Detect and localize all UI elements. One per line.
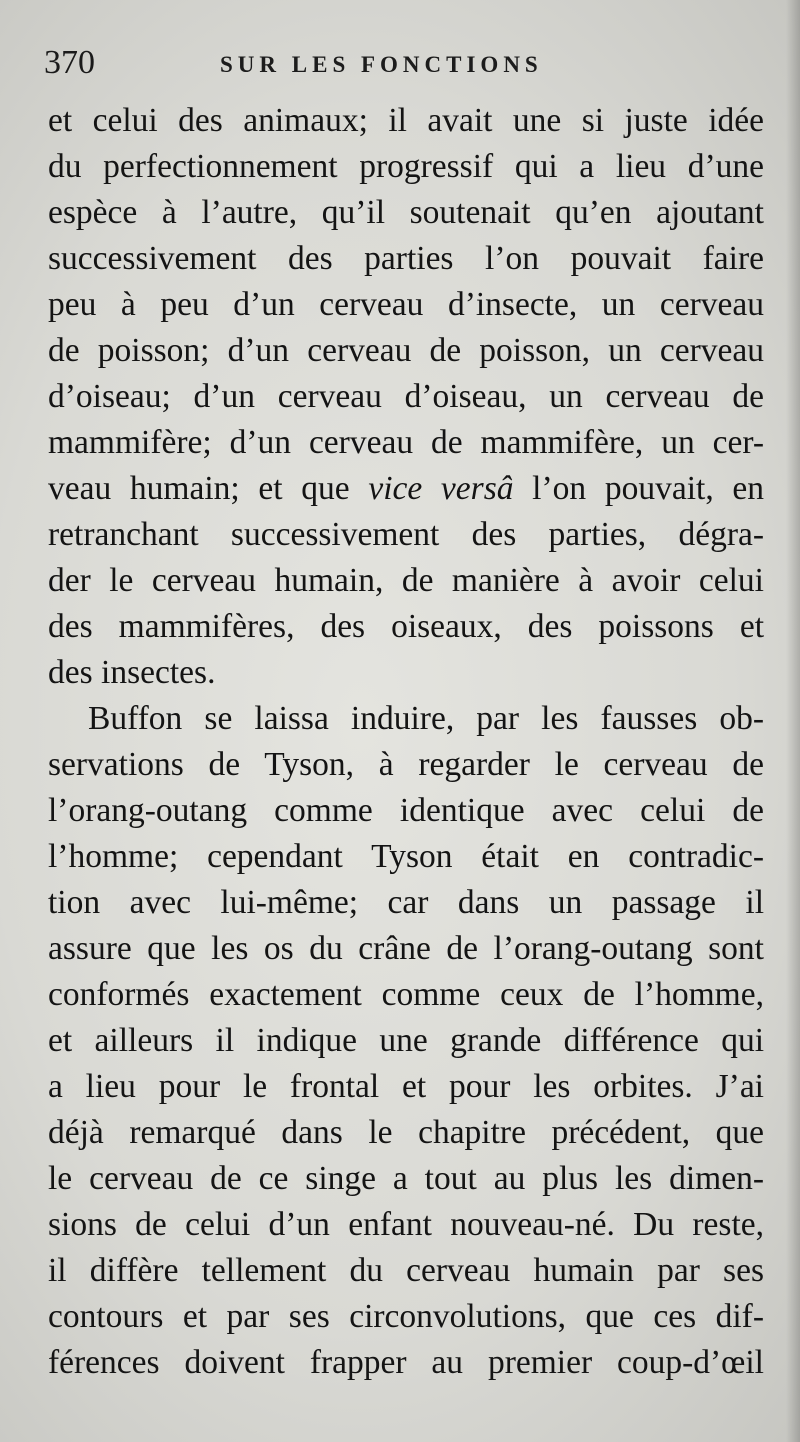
text-line: retranchant successivement des parties, dégra- — [48, 516, 764, 553]
text-line: l’homme; cependant Tyson était en contradic- — [48, 838, 764, 875]
text-line: servations de Tyson, à regarder le cerveau de — [48, 746, 764, 783]
italic-phrase: vice versâ — [368, 470, 514, 507]
text-line: peu à peu d’un cerveau d’insecte, un cerveau — [48, 286, 764, 323]
text-line: sions de celui d’un enfant nouveau-né. Du reste, — [48, 1206, 764, 1243]
running-head — [44, 44, 764, 84]
running-head-title: SUR LES FONCTIONS — [220, 52, 543, 77]
text-line: contours et par ses circonvolutions, que ces dif- — [48, 1298, 764, 1335]
text-line: férences doivent frapper au premier coup-d’œil — [48, 1344, 764, 1381]
text-line: d’oiseau; d’un cerveau d’oiseau, un cerveau de — [48, 378, 764, 415]
body-text — [48, 98, 764, 1386]
text-line: a lieu pour le frontal et pour les orbites. J’ai — [48, 1068, 764, 1105]
text-segment: l’on pouvait, en — [513, 470, 764, 507]
paragraph-last-line: des insectes. — [48, 654, 216, 691]
page-number: 370 — [44, 44, 95, 81]
text-line: le cerveau de ce singe a tout au plus les dimen- — [48, 1160, 764, 1197]
text-line: et celui des animaux; il avait une si juste idée — [48, 102, 764, 139]
text-line: de poisson; d’un cerveau de poisson, un cerveau — [48, 332, 764, 369]
text-line: il diffère tellement du cerveau humain par ses — [48, 1252, 764, 1289]
text-line: tion avec lui-même; car dans un passage il — [48, 884, 764, 921]
text-line: der le cerveau humain, de manière à avoir celui — [48, 562, 764, 599]
text-line: du perfectionnement progressif qui a lieu d’une — [48, 148, 764, 185]
text-line: et ailleurs il indique une grande différence qui — [48, 1022, 764, 1059]
text-line: l’orang-outang comme identique avec celui de — [48, 792, 764, 829]
page-edge-shadow — [786, 0, 800, 1442]
text-line: espèce à l’autre, qu’il soutenait qu’en ajoutant — [48, 194, 764, 231]
text-line: déjà remarqué dans le chapitre précédent, que — [48, 1114, 764, 1151]
text-line: assure que les os du crâne de l’orang-outang sont — [48, 930, 764, 967]
text-line-with-italic — [48, 466, 764, 512]
text-line: des mammifères, des oiseaux, des poissons et — [48, 608, 764, 645]
text-segment: veau humain; et que — [48, 470, 369, 507]
text-line: mammifère; d’un cerveau de mammifère, un cer- — [48, 424, 764, 461]
text-line: conformés exactement comme ceux de l’homme, — [48, 976, 764, 1013]
paragraph-first-line: Buffon se laissa induire, par les fausses ob- — [88, 700, 764, 737]
text-line: successivement des parties l’on pouvait faire — [48, 240, 764, 277]
